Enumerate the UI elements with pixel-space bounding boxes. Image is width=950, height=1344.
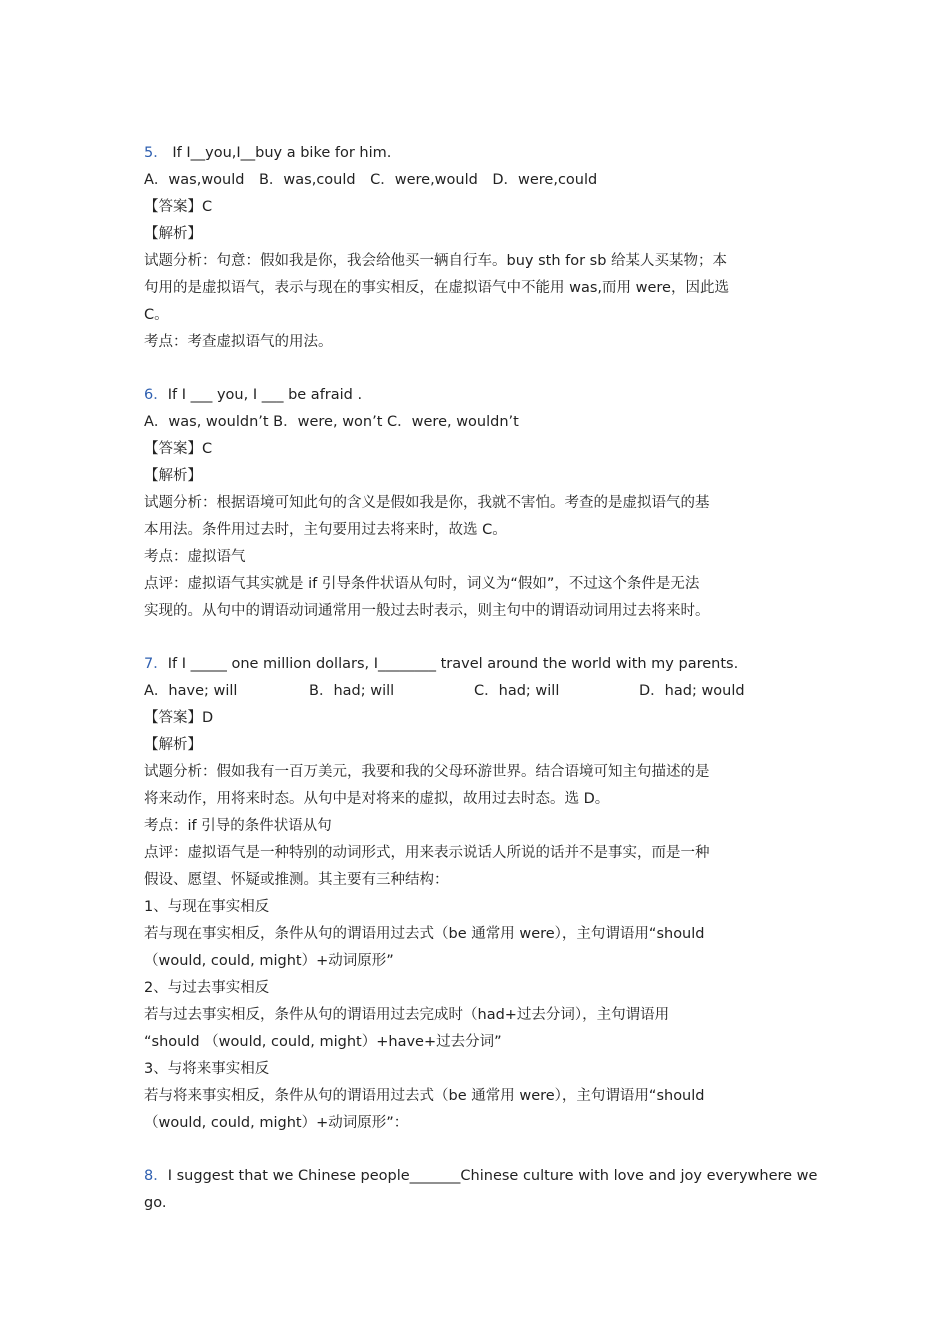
analysis-text: “should （would, could, might）+have+过去分词” xyxy=(144,1034,502,1050)
analysis-text: 点评：虚拟语气是一种特别的动词形式，用来表示说话人所说的话并不是事实，而是一种 xyxy=(144,845,710,861)
analysis-label: 【解析】 xyxy=(144,468,202,484)
question-stem-text: If I _____ one million dollars, I________ travel around the world with my parents. xyxy=(167,656,739,672)
option-b: B．had; will xyxy=(309,683,395,699)
question-stem xyxy=(144,382,814,409)
analysis-text: 3、与将来事实相反 xyxy=(144,1061,270,1077)
question-stem-continued: go. xyxy=(144,1195,167,1211)
analysis-text: 若与过去事实相反，条件从句的谓语用过去完成时（had+过去分词），主句谓语用 xyxy=(144,1007,670,1023)
analysis-text: 点评：虚拟语气其实就是 if 引导条件状语从句时，词义为“假如”，不过这个条件是无法 xyxy=(144,576,700,592)
option-d: D．had; would xyxy=(639,683,745,699)
question-number: 6． xyxy=(144,387,168,403)
analysis-text: 2、与过去事实相反 xyxy=(144,980,270,996)
question-stem xyxy=(144,1163,818,1190)
question-stem-text: I suggest that we Chinese people_______Chinese culture with love and joy everywhere we xyxy=(167,1168,818,1184)
question-8 xyxy=(144,1163,818,1217)
analysis-label: 【解析】 xyxy=(144,226,202,242)
question-options: A．was, wouldn’t B．were, won’t C．were, wouldn’t xyxy=(144,414,519,430)
question-5 xyxy=(144,140,814,356)
question-options xyxy=(144,678,814,705)
question-stem xyxy=(144,651,814,678)
answer-line: 【答案】C xyxy=(144,199,213,215)
analysis-text: 将来动作，用将来时态。从句中是对将来的虚拟，故用过去时态。选 D。 xyxy=(144,791,610,807)
question-options: A．was,would B．was,could C．were,would D．were,could xyxy=(144,172,598,188)
analysis-text: 假设、愿望、怀疑或推测。其主要有三种结构： xyxy=(144,872,449,888)
analysis-text: 考点：考查虚拟语气的用法。 xyxy=(144,334,333,350)
analysis-text: 考点：虚拟语气 xyxy=(144,549,246,565)
analysis-text: 若与将来事实相反，条件从句的谓语用过去式（be 通常用 were），主句谓语用“should xyxy=(144,1088,705,1104)
analysis-text: 若与现在事实相反，条件从句的谓语用过去式（be 通常用 were），主句谓语用“should xyxy=(144,926,705,942)
question-6 xyxy=(144,382,814,625)
answer-line: 【答案】C xyxy=(144,441,213,457)
analysis-text: 考点：if 引导的条件状语从句 xyxy=(144,818,332,834)
analysis-text: 试题分析：句意：假如我是你，我会给他买一辆自行车。buy sth for sb 给某人买某物；本 xyxy=(144,253,728,269)
document-page xyxy=(144,140,818,1217)
question-number: 5． xyxy=(144,145,168,161)
question-7 xyxy=(144,651,814,1137)
analysis-text: 本用法。条件用过去时，主句要用过去将来时，故选 C。 xyxy=(144,522,507,538)
question-number: 8． xyxy=(144,1168,168,1184)
option-c: C．had; will xyxy=(474,683,560,699)
analysis-text: C。 xyxy=(144,307,169,323)
analysis-text: 句用的是虚拟语气，表示与现在的事实相反，在虚拟语气中不能用 was,而用 were，因此选 xyxy=(144,280,729,296)
option-a: A．have; will xyxy=(144,683,238,699)
analysis-text: 试题分析：根据语境可知此句的含义是假如我是你，我就不害怕。考查的是虚拟语气的基 xyxy=(144,495,710,511)
analysis-label: 【解析】 xyxy=(144,737,202,753)
analysis-text: （would, could, might）+动词原形”： xyxy=(144,1115,409,1131)
analysis-text: 试题分析：假如我有一百万美元，我要和我的父母环游世界。结合语境可知主句描述的是 xyxy=(144,764,710,780)
question-stem-text: If I ___ you, I ___ be afraid . xyxy=(167,387,363,403)
analysis-text: （would, could, might）+动词原形” xyxy=(144,953,394,969)
question-stem xyxy=(144,140,814,167)
analysis-text: 1、与现在事实相反 xyxy=(144,899,270,915)
question-stem-text: If I__you,I__buy a bike for him. xyxy=(167,145,392,161)
analysis-text: 实现的。从句中的谓语动词通常用一般过去时表示，则主句中的谓语动词用过去将来时。 xyxy=(144,603,710,619)
answer-line: 【答案】D xyxy=(144,710,214,726)
question-number: 7． xyxy=(144,656,168,672)
